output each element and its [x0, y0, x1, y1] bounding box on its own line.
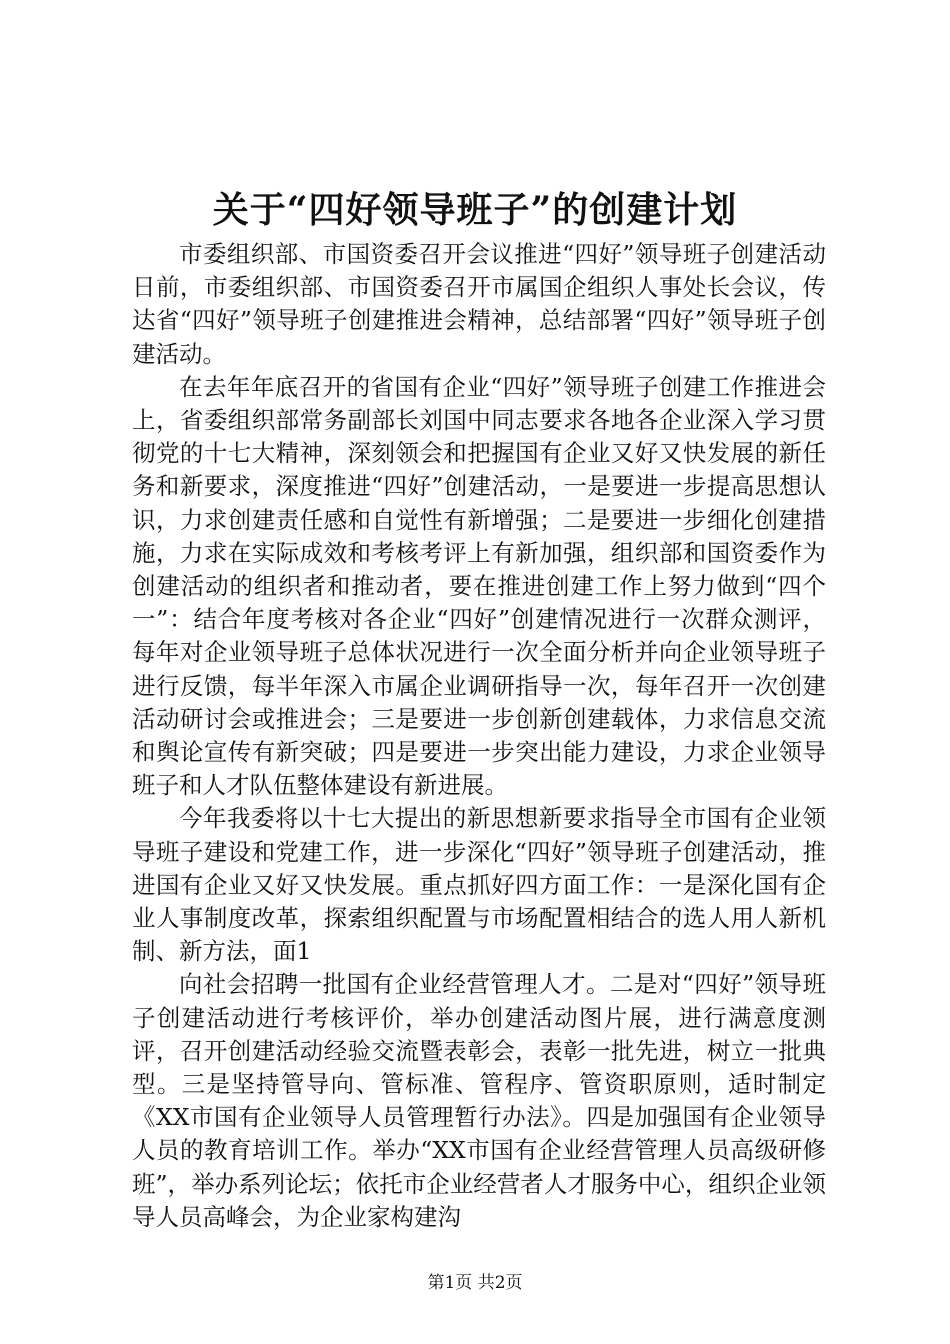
- paragraph-2: 在去年年底召开的省国有企业“四好”领导班子创建工作推进会上，省委组织部常务副部长刘国中同志要求各地各企业深入学习贯彻党的十七大精神，深刻领会和把握国有企业又好又快发展的新任务和新要求，深度推进“四好”创建活动，一是要进一步提高思想认识，力求创建责任感和自觉性有新增强；二是要进一步细化创建措施，力求在实际成效和考核考评上有新加强，组织部和国资委作为创建活动的组织者和推动者，要在推进创建工作上努力做到“四个一”：结合年度考核对各企业“四好”创建情况进行一次群众测评，每年对企业领导班子总体状况进行一次全面分析并向企业领导班子进行反馈，每半年深入市属企业调研指导一次，每年召开一次创建活动研讨会或推进会；三是要进一步创新创建载体，力求信息交流和舆论宣传有新突破；四是要进一步突出能力建设，力求企业领导班子和人才队伍整体建设有新进展。: [132, 372, 826, 800]
- paragraph-4: 向社会招聘一批国有企业经营管理人才。二是对“四好”领导班子创建活动进行考核评价，举办创建活动图片展，进行满意度测评，召开创建活动经验交流暨表彰会，表彰一批先进，树立一批典型。三是坚持管导向、管标准、管程序、管资职原则，适时制定《XX市国有企业领导人员管理暂行办法》。四是加强国有企业领导人员的教育培训工作。举办“XX市国有企业经营管理人员高级研修班”，举办系列论坛；依托市企业经营者人才服务中心，组织企业领导人员高峰会，为企业家构建沟: [132, 970, 826, 1231]
- document-body: [132, 238, 826, 1234]
- paragraph-1: 市委组织部、市国资委召开会议推进“四好”领导班子创建活动日前，市委组织部、市国资委召开市属国企组织人事处长会议，传达省“四好”领导班子创建推进会精神，总结部署“四好”领导班子创建活动。: [132, 240, 826, 368]
- page-footer: 第1页 共2页: [427, 1273, 523, 1293]
- document-title: 关于“四好领导班子”的创建计划: [212, 189, 738, 231]
- paragraph-3: 今年我委将以十七大提出的新思想新要求指导全市国有企业领导班子建设和党建工作，进一步深化“四好”领导班子创建活动，推进国有企业又好又快发展。重点抓好四方面工作：一是深化国有企业人事制度改革，探索组织配置与市场配置相结合的选人用人新机制、新方法，面1: [132, 804, 826, 966]
